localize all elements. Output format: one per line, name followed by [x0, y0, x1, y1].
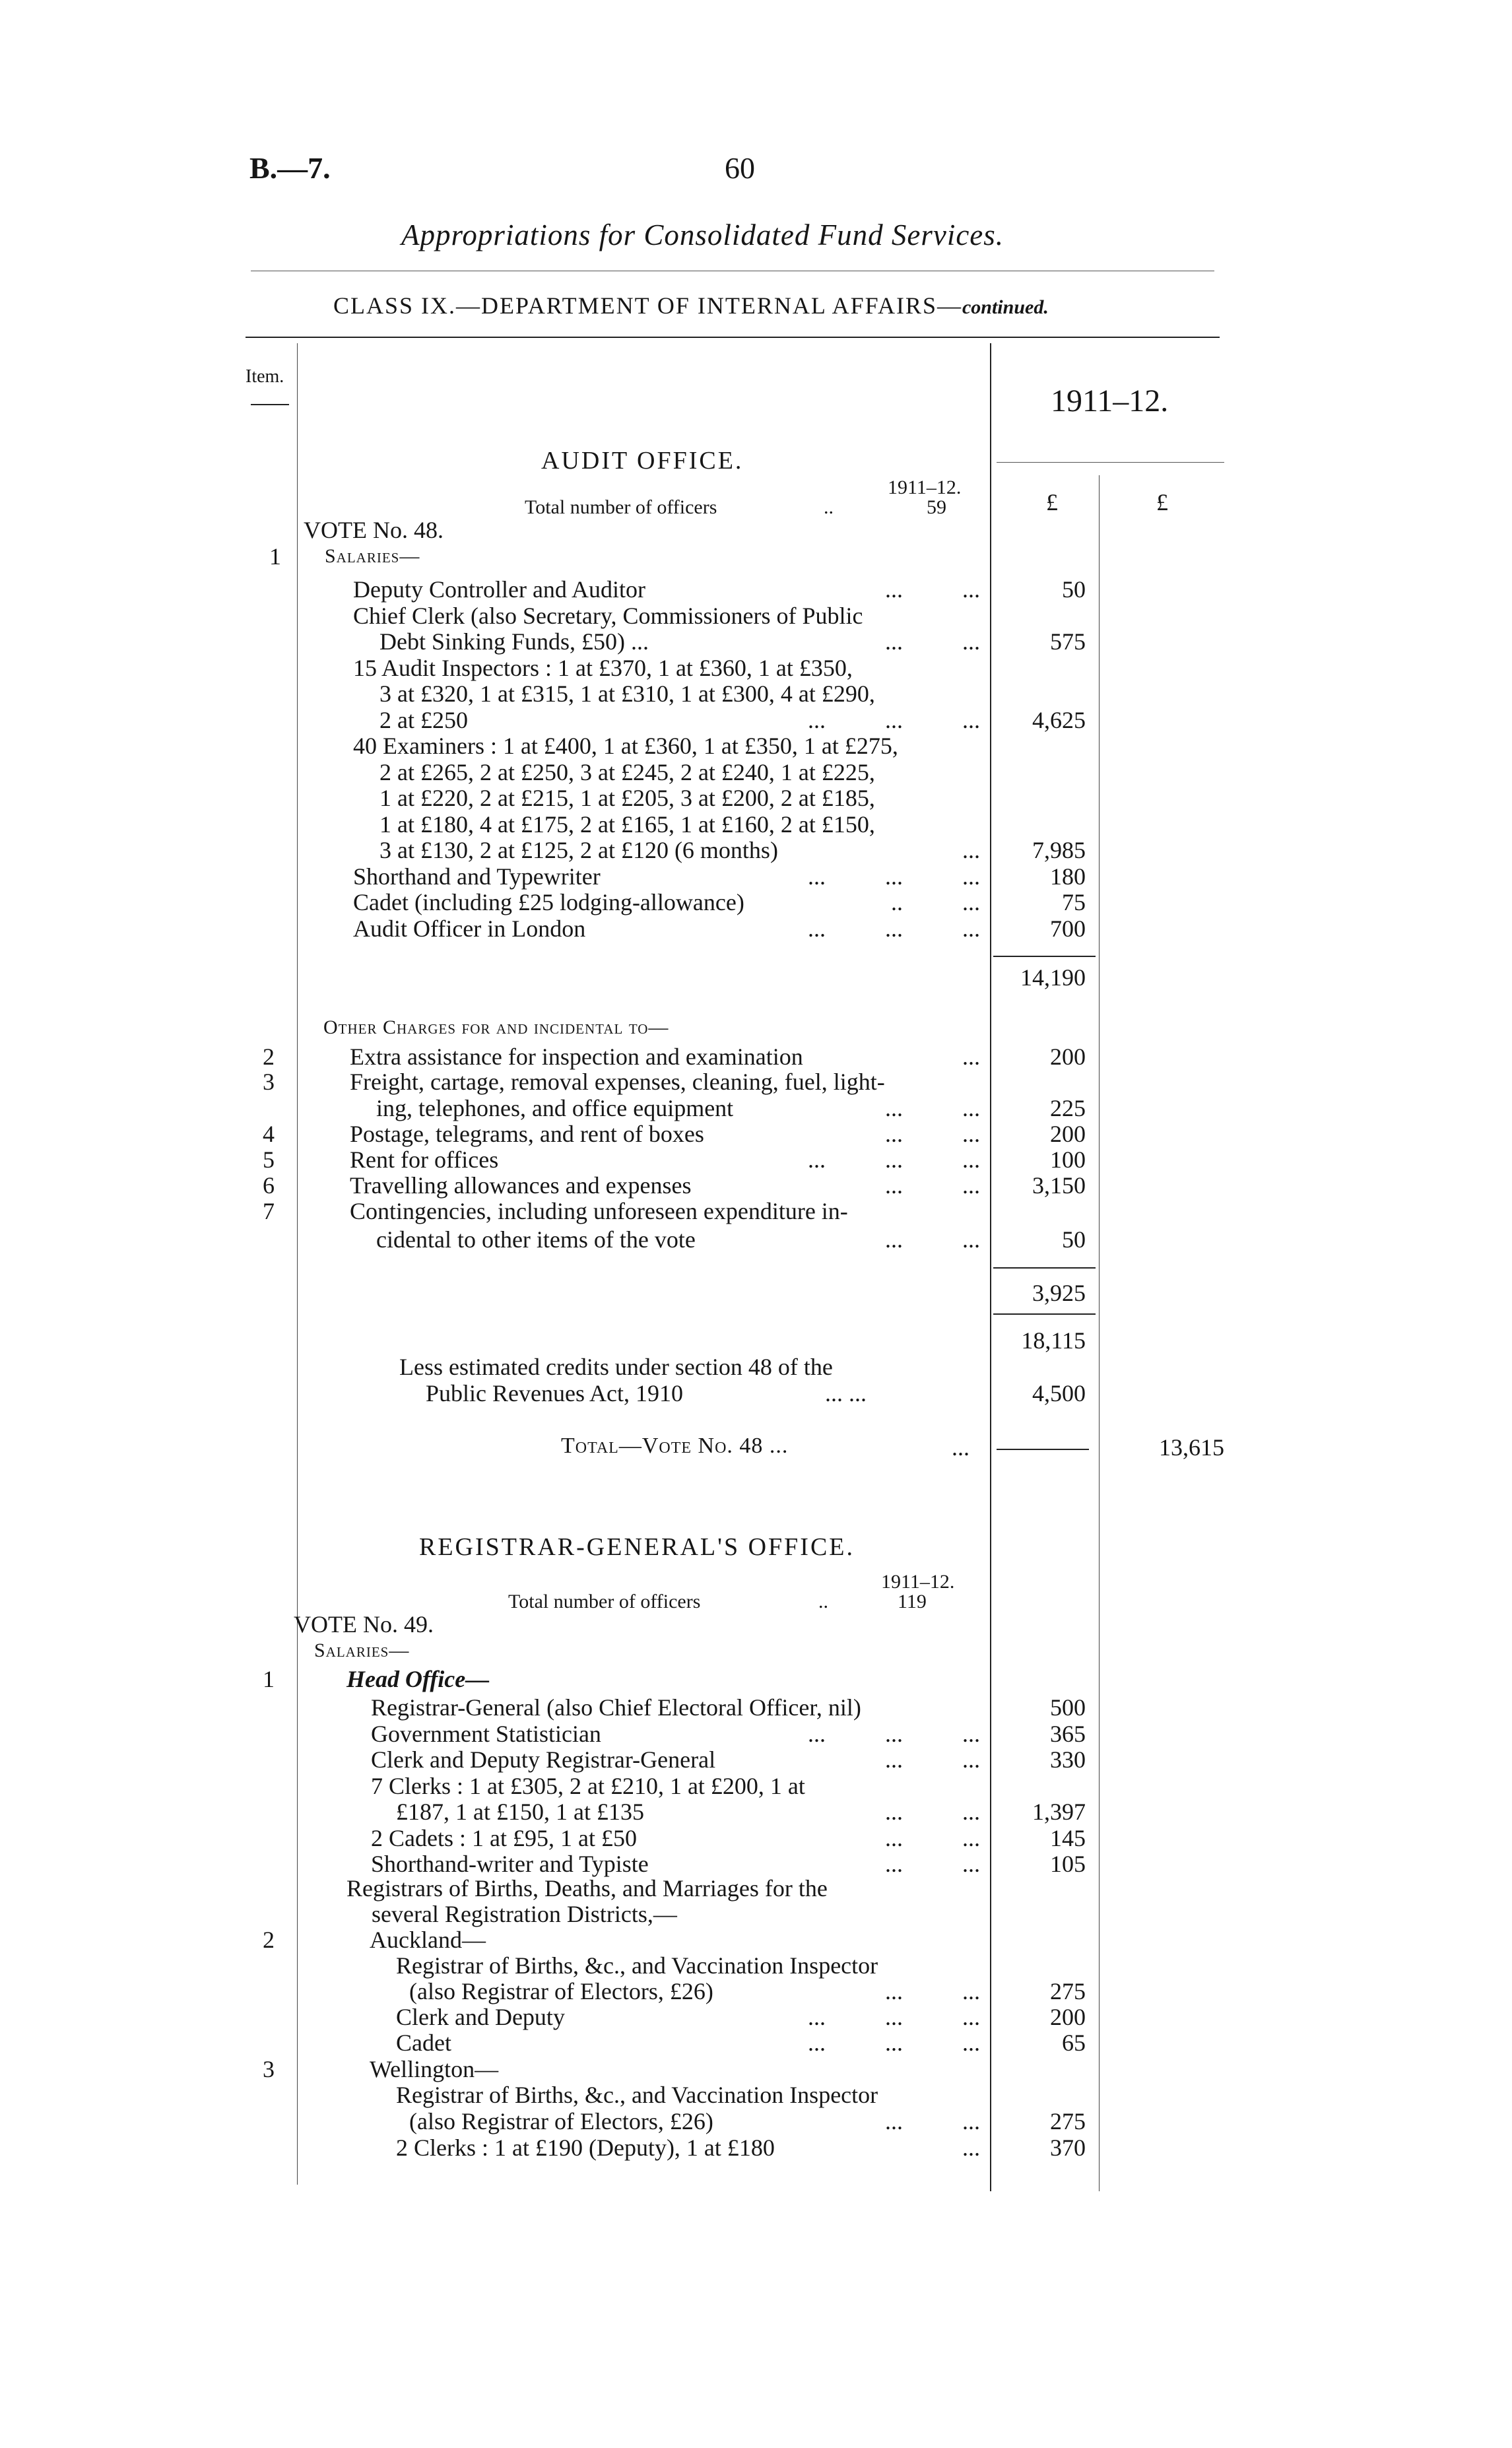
head-office-heading: Head Office—: [346, 1666, 490, 1692]
registrars-line-2: several Registration Districts,—: [372, 1901, 677, 1927]
line-amount: 100: [1050, 1146, 1086, 1173]
item-number: 3: [263, 2056, 275, 2082]
registrar-officers-count: 119: [898, 1591, 927, 1612]
auckland-heading: Auckland—: [370, 1927, 486, 1953]
leader-dots: ... ...: [885, 1799, 980, 1825]
item-number: 3: [263, 1069, 275, 1095]
line-amount: 575: [1050, 628, 1086, 655]
line-amount: 50: [1062, 1226, 1086, 1253]
line-text: (also Registrar of Electors, £26): [409, 1978, 713, 2004]
line-text: Cadet (including £25 lodging-allowance): [353, 889, 744, 915]
line-text: Extra assistance for inspection and examination: [350, 1043, 803, 1070]
line-amount: 105: [1050, 1851, 1086, 1877]
leader-dots: ... ...: [885, 1824, 980, 1851]
leader-dots: ... ...: [885, 1121, 980, 1147]
gross-total: 18,115: [1021, 1327, 1086, 1354]
total-column-rule: [1099, 475, 1100, 2191]
line-text: Shorthand and Typewriter: [353, 863, 601, 890]
leader-dots: ... ... ...: [808, 706, 980, 733]
leader-dots: ... ...: [885, 1172, 980, 1199]
leader-dots: ... ...: [885, 1851, 980, 1877]
line-amount: 200: [1050, 2004, 1086, 2030]
line-amount: 330: [1050, 1746, 1086, 1773]
line-amount: 1,397: [1032, 1799, 1086, 1825]
amount-column-rule: [990, 343, 991, 2191]
line-text: Clerk and Deputy Registrar-General: [371, 1746, 716, 1773]
item-column-rule: [297, 343, 298, 2185]
line-amount: 200: [1050, 1121, 1086, 1147]
less-credits-line-2: Public Revenues Act, 1910: [426, 1380, 683, 1406]
line-text: 2 Cadets : 1 at £95, 1 at £50: [371, 1824, 637, 1851]
line-amount: 75: [1062, 889, 1086, 915]
line-text: 7 Clerks : 1 at £305, 2 at £210, 1 at £200, 1 at: [371, 1772, 805, 1799]
line-text: Registrar of Births, &c., and Vaccination Inspector: [396, 1952, 878, 1979]
line-amount: 200: [1050, 1043, 1086, 1070]
line-amount: 365: [1050, 1720, 1086, 1747]
line-amount: 500: [1050, 1694, 1086, 1721]
page-title: Appropriations for Consolidated Fund Services.: [401, 218, 1004, 251]
leader-dots: ... ...: [885, 576, 980, 603]
vote-49-label: VOTE No. 49.: [294, 1611, 434, 1638]
line-text: Clerk and Deputy: [396, 2004, 565, 2030]
registrars-line-1: Registrars of Births, Deaths, and Marriages for the: [346, 1875, 828, 1902]
pound-column-2: £: [1156, 489, 1168, 515]
line-amount: 700: [1050, 915, 1086, 942]
audit-officers-label: Total number of officers: [525, 496, 717, 518]
item-column-header: Item.: [246, 366, 284, 387]
audit-officers-year: 1911–12.: [888, 477, 962, 498]
vote-48-total-amount: 13,615: [1159, 1434, 1224, 1461]
salaries-heading: Salaries—: [325, 545, 420, 567]
line-text: (also Registrar of Electors, £26): [409, 2108, 713, 2134]
table-top-rule: [246, 337, 1220, 338]
leader-dots: ... ... ...: [808, 863, 980, 890]
item-header-rule: [251, 404, 289, 405]
registrar-officers-label: Total number of officers: [508, 1591, 701, 1612]
item-number: 7: [263, 1198, 275, 1224]
item-number: 2: [263, 1927, 275, 1953]
audit-officers-count: 59: [927, 496, 946, 518]
line-amount: 370: [1050, 2134, 1086, 2161]
line-amount: 145: [1050, 1824, 1086, 1851]
line-text: 2 at £250: [379, 706, 468, 733]
leader-dots: ...: [962, 2134, 980, 2161]
line-text: 40 Examiners : 1 at £400, 1 at £360, 1 at £350, 1 at £275,: [353, 733, 898, 759]
line-text: Registrar-General (also Chief Electoral Officer, nil): [371, 1694, 861, 1721]
leader-dots: ...: [962, 837, 980, 863]
line-text: Debt Sinking Funds, £50) ...: [379, 628, 649, 655]
leader-dots: ... ...: [885, 2108, 980, 2134]
line-text: Travelling allowances and expenses: [350, 1172, 692, 1199]
line-text: 2 at £265, 2 at £250, 3 at £245, 2 at £240, 1 at £225,: [379, 758, 875, 785]
other-charges-subtotal: 3,925: [1032, 1280, 1086, 1306]
leader-dots: ... ...: [885, 1095, 980, 1121]
salaries-subtotal: 14,190: [1020, 964, 1086, 991]
salaries-subtotal-rule: [993, 956, 1096, 957]
line-amount: 65: [1062, 2030, 1086, 2056]
registrar-officers-year: 1911–12.: [881, 1571, 955, 1593]
pound-column-1: £: [1046, 489, 1058, 515]
year-column-header: 1911–12.: [1051, 383, 1169, 418]
line-text: Audit Officer in London: [353, 915, 586, 942]
line-text: Contingencies, including unforeseen expenditure in-: [350, 1198, 848, 1224]
line-text: ing, telephones, and office equipment: [376, 1095, 734, 1121]
line-text: Deputy Controller and Auditor: [353, 576, 645, 603]
line-text: 2 Clerks : 1 at £190 (Deputy), 1 at £180: [396, 2134, 775, 2161]
audit-office-title: AUDIT OFFICE.: [541, 447, 744, 475]
page-number: 60: [725, 151, 755, 185]
other-subtotal-rule: [993, 1267, 1096, 1269]
vote-48-total-dots: ...: [952, 1434, 970, 1461]
line-text: 1 at £220, 2 at £215, 1 at £205, 3 at £200, 2 at £185,: [379, 785, 875, 811]
line-amount: 225: [1050, 1095, 1086, 1121]
registrar-salaries-heading: Salaries—: [314, 1639, 410, 1661]
line-text: 3 at £130, 2 at £125, 2 at £120 (6 months): [379, 837, 778, 863]
line-amount: 275: [1050, 2108, 1086, 2134]
leader-dots: ... ... ...: [808, 1720, 980, 1747]
leader-dots: .. ...: [891, 889, 980, 915]
line-text: Registrar of Births, &c., and Vaccination Inspector: [396, 2082, 878, 2108]
item-number: 6: [263, 1172, 275, 1199]
line-amount: 4,625: [1032, 706, 1086, 733]
leader-dots: ... ...: [885, 1226, 980, 1253]
line-text: Postage, telegrams, and rent of boxes: [350, 1121, 704, 1147]
line-text: Cadet: [396, 2030, 451, 2056]
leader-dots: ... ... ...: [808, 1146, 980, 1173]
line-amount: 275: [1050, 1978, 1086, 2004]
class-heading: [333, 292, 1049, 319]
year-header-rule: [997, 462, 1224, 463]
item-number: 2: [263, 1043, 275, 1070]
item-number: 1: [263, 1666, 275, 1692]
less-credits-line-1: Less estimated credits under section 48 of the: [399, 1354, 833, 1380]
line-amount: 7,985: [1032, 837, 1086, 863]
audit-officers-dots: ..: [824, 496, 834, 518]
line-text: Rent for offices: [350, 1146, 499, 1173]
registrar-officers-dots: ..: [818, 1591, 828, 1612]
line-amount: 3,150: [1032, 1172, 1086, 1199]
item-number: 1: [269, 543, 281, 570]
leader-dots: ... ... ...: [808, 2030, 980, 2056]
wellington-heading: Wellington—: [370, 2056, 499, 2082]
line-text: £187, 1 at £150, 1 at £135: [396, 1799, 644, 1825]
registrar-office-title: REGISTRAR-GENERAL'S OFFICE.: [419, 1533, 855, 1561]
item-number: 5: [263, 1146, 275, 1173]
leader-dots: ... ... ...: [808, 915, 980, 942]
vote-48-label: VOTE No. 48.: [304, 517, 444, 543]
line-text: 15 Audit Inspectors : 1 at £370, 1 at £360, 1 at £350,: [353, 654, 853, 681]
line-text: Chief Clerk (also Secretary, Commissioners of Public: [353, 602, 863, 629]
leader-dots: ...: [962, 1043, 980, 1070]
item-number: 4: [263, 1121, 275, 1147]
class-heading-continued: continued.: [962, 296, 1049, 318]
leader-dots: ... ... ...: [808, 2004, 980, 2030]
line-amount: 180: [1050, 863, 1086, 890]
leader-dots: ... ...: [885, 1978, 980, 2004]
line-amount: 50: [1062, 576, 1086, 603]
document-reference: B.—7.: [249, 151, 331, 185]
net-total-rule: [997, 1449, 1089, 1450]
line-text: Government Statistician: [371, 1720, 601, 1747]
vote-48-total-label: Total—Vote No. 48 ...: [561, 1434, 789, 1458]
less-credits-amount: 4,500: [1032, 1380, 1086, 1406]
gross-rule: [993, 1313, 1096, 1315]
line-text: cidental to other items of the vote: [376, 1226, 696, 1253]
line-text: 1 at £180, 4 at £175, 2 at £165, 1 at £160, 2 at £150,: [379, 810, 875, 838]
line-text: Shorthand-writer and Typiste: [371, 1851, 649, 1877]
other-charges-heading: Other Charges for and incidental to—: [323, 1016, 669, 1038]
class-heading-text: CLASS IX.—DEPARTMENT OF INTERNAL AFFAIRS—: [333, 292, 962, 319]
leader-dots: ... ...: [885, 628, 980, 655]
less-credits-dots: ... ...: [825, 1380, 867, 1406]
line-text: 3 at £320, 1 at £315, 1 at £310, 1 at £300, 4 at £290,: [379, 680, 875, 707]
line-text: Freight, cartage, removal expenses, cleaning, fuel, light-: [350, 1069, 885, 1095]
leader-dots: ... ...: [885, 1746, 980, 1773]
